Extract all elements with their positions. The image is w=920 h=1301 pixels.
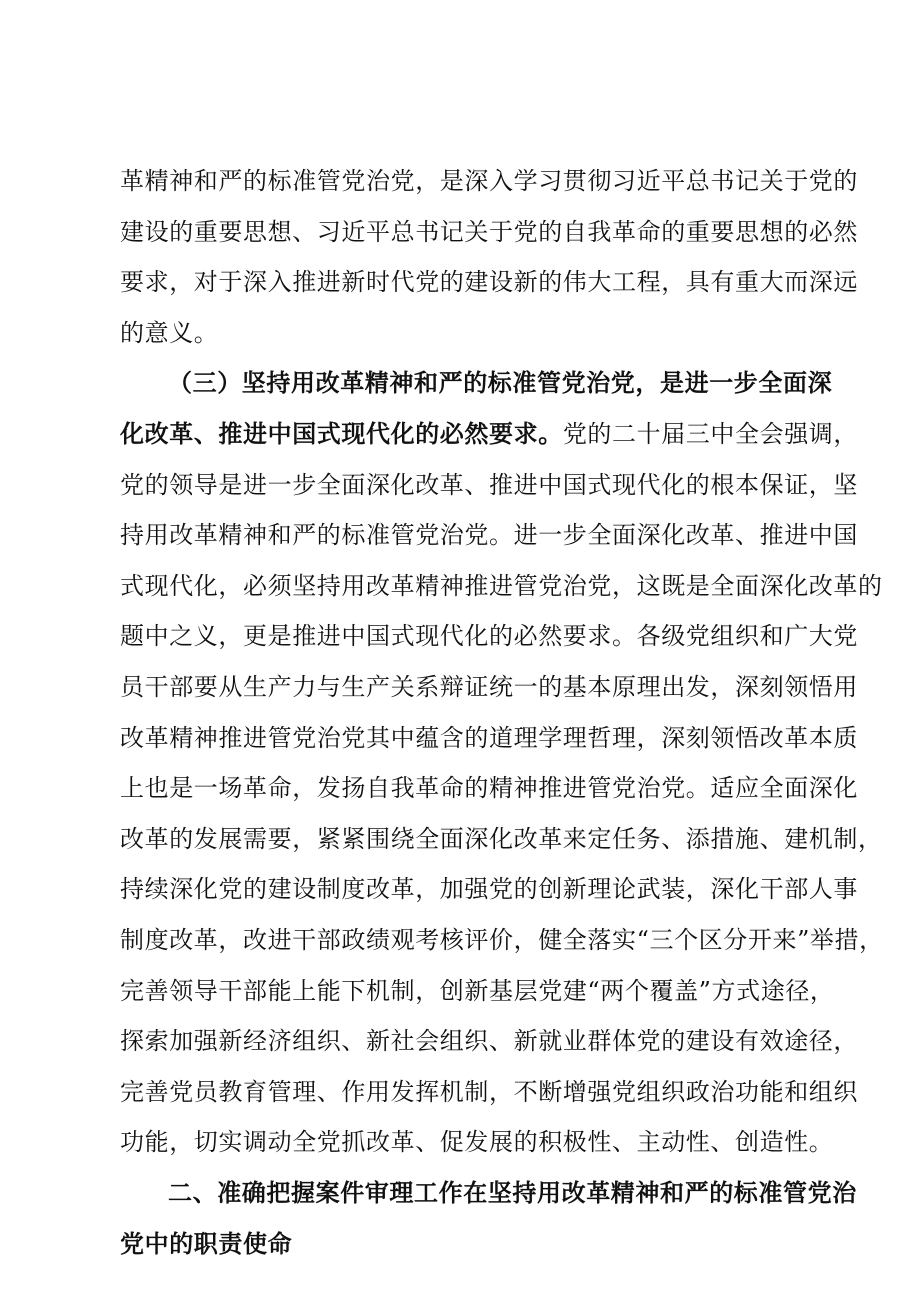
paragraph-line: 持续深化党的建设制度改革，加强党的创新理论武装，深化干部人事 xyxy=(120,875,858,903)
paragraph-line: 完善党员教育管理、作用发挥机制，不断增强党组织政治功能和组织 xyxy=(120,1078,858,1106)
paragraph-line: 探索加强新经济组织、新社会组织、新就业群体党的建设有效途径， xyxy=(120,1027,858,1055)
paragraph-text: 党的二十届三中全会强调， xyxy=(562,420,859,448)
paragraph-line: 的意义。 xyxy=(120,319,219,347)
paragraph-line: 制度改革，改进干部政绩观考核评价，健全落实“三个区分开来”举措， xyxy=(120,926,884,954)
paragraph-line: 式现代化，必须坚持用改革精神推进管党治党，这既是全面深化改革的 xyxy=(120,572,883,600)
section-heading-line: 党中的职责使命 xyxy=(120,1230,293,1258)
paragraph-line: 员干部要从生产力与生产关系辩证统一的基本原理出发，深刻领悟用 xyxy=(120,673,858,701)
section-subheading-end: 化改革、推进中国式现代化的必然要求。 xyxy=(120,419,563,448)
paragraph-line: 持用改革精神和严的标准管党治党。进一步全面深化改革、推进中国 xyxy=(120,521,858,549)
paragraph-line: 功能，切实调动全党抓改革、促发展的积极性、主动性、创造性。 xyxy=(120,1128,834,1156)
paragraph-line: 革精神和严的标准管党治党，是深入学习贯彻习近平总书记关于党的 xyxy=(120,167,858,195)
paragraph-line: 建设的重要思想、习近平总书记关于党的自我革命的重要思想的必然 xyxy=(120,218,858,246)
paragraph-line: 改革精神推进管党治党其中蕴含的道理学理哲理，深刻领悟改革本质 xyxy=(120,724,858,752)
paragraph-line: 改革的发展需要，紧紧围绕全面深化改革来定任务、添措施、建机制， xyxy=(120,825,883,853)
paragraph-line: 题中之义，更是推进中国式现代化的必然要求。各级党组织和广大党 xyxy=(120,622,858,650)
paragraph-line: 要求，对于深入推进新时代党的建设新的伟大工程，具有重大而深远 xyxy=(120,268,858,296)
paragraph-line-mixed xyxy=(120,419,859,449)
section-subheading-line: （三）坚持用改革精神和严的标准管党治党，是进一步全面深 xyxy=(168,368,833,397)
section-heading-line: 二、准确把握案件审理工作在坚持用改革精神和严的标准管党治 xyxy=(168,1179,857,1207)
paragraph-line: 上也是一场革命，发扬自我革命的精神推进管党治党。适应全面深化 xyxy=(120,774,858,802)
paragraph-line: 完善领导干部能上能下机制，创新基层党建“两个覆盖”方式途径， xyxy=(120,977,835,1005)
paragraph-line: 党的领导是进一步全面深化改革、推进中国式现代化的根本保证，坚 xyxy=(120,471,858,499)
